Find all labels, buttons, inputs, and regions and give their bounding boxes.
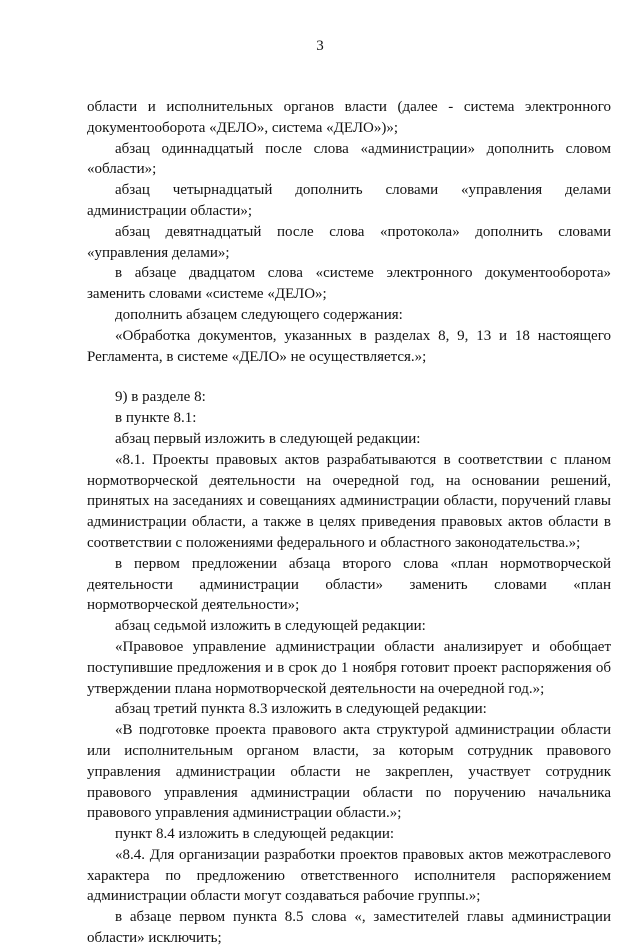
paragraph-group-before [87, 97, 611, 367]
paragraph: «Обработка документов, указанных в разделах 8, 9, 13 и 18 настоящего Регламента, в системе «ДЕЛО» не осуществляется.»; [87, 327, 611, 365]
paragraph: области и исполнительных органов власти (далее - система электронного документооборота «ДЕЛО», система «ДЕЛО»)»; [87, 99, 611, 136]
paragraph: абзац четырнадцатый дополнить словами «управления делами администрации области»; [87, 182, 611, 219]
paragraph-group-after [87, 387, 611, 949]
paragraph: в первом предложении абзаца второго слова «план нормотворческой деятельности администрации области» заменить словами «план нормотворческой деятельности»; [87, 555, 611, 614]
paragraph: абзац первый изложить в следующей редакции: [115, 430, 421, 447]
paragraph: абзац одиннадцатый после слова «администрации» дополнить словом «области»; [87, 140, 611, 178]
paragraph: «8.4. Для организации разработки проектов правовых актов межотраслевого характера по предложению ответственного исполнителя распоряжением администрации области могут создаваться рабочие группы.»; [87, 846, 611, 905]
document-body [87, 97, 611, 949]
paragraph: абзац девятнадцатый после слова «протокола» дополнить словами «управления делами»; [87, 223, 611, 261]
paragraph: «Правовое управление администрации области анализирует и обобщает поступившие предложения и в срок до 1 ноября готовит проект распоряжения об утверждении плана нормотворческой деятельности на очередной год.»; [87, 638, 611, 697]
paragraph: 9) в разделе 8: [115, 389, 206, 406]
paragraph: в пункте 8.1: [115, 410, 197, 427]
paragraph: в абзаце двадцатом слова «системе электронного документооборота» заменить словами «системе «ДЕЛО»; [87, 265, 611, 303]
paragraph: «В подготовке проекта правового акта структурой администрации области или исполнительным органом власти, за которым сотрудник правового управления администрации области не закреплен, участвует сотрудник правового управления администрации области по поручению начальника правового управления администрации области.»; [87, 722, 611, 822]
paragraph: «8.1. Проекты правовых актов разрабатываются в соответствии с планом нормотворческой деятельности на очередной год, на основании решений, принятых на заседаниях и совещаниях администрации области, поручений главы администрации области, а также в целях приведения правовых актов области в соответствии с положениями федерального и областного законодательства.»; [87, 451, 611, 551]
paragraph: дополнить абзацем следующего содержания: [115, 306, 403, 323]
paragraph: в абзаце первом пункта 8.5 слова «, заместителей главы администрации области» исключить; [87, 909, 611, 947]
page-number: 3 [316, 38, 324, 54]
paragraph: абзац седьмой изложить в следующей редакции: [115, 618, 426, 635]
paragraph: пункт 8.4 изложить в следующей редакции: [115, 826, 395, 843]
paragraph: абзац третий пункта 8.3 изложить в следующей редакции: [115, 701, 487, 718]
paragraph-gap [87, 367, 611, 387]
